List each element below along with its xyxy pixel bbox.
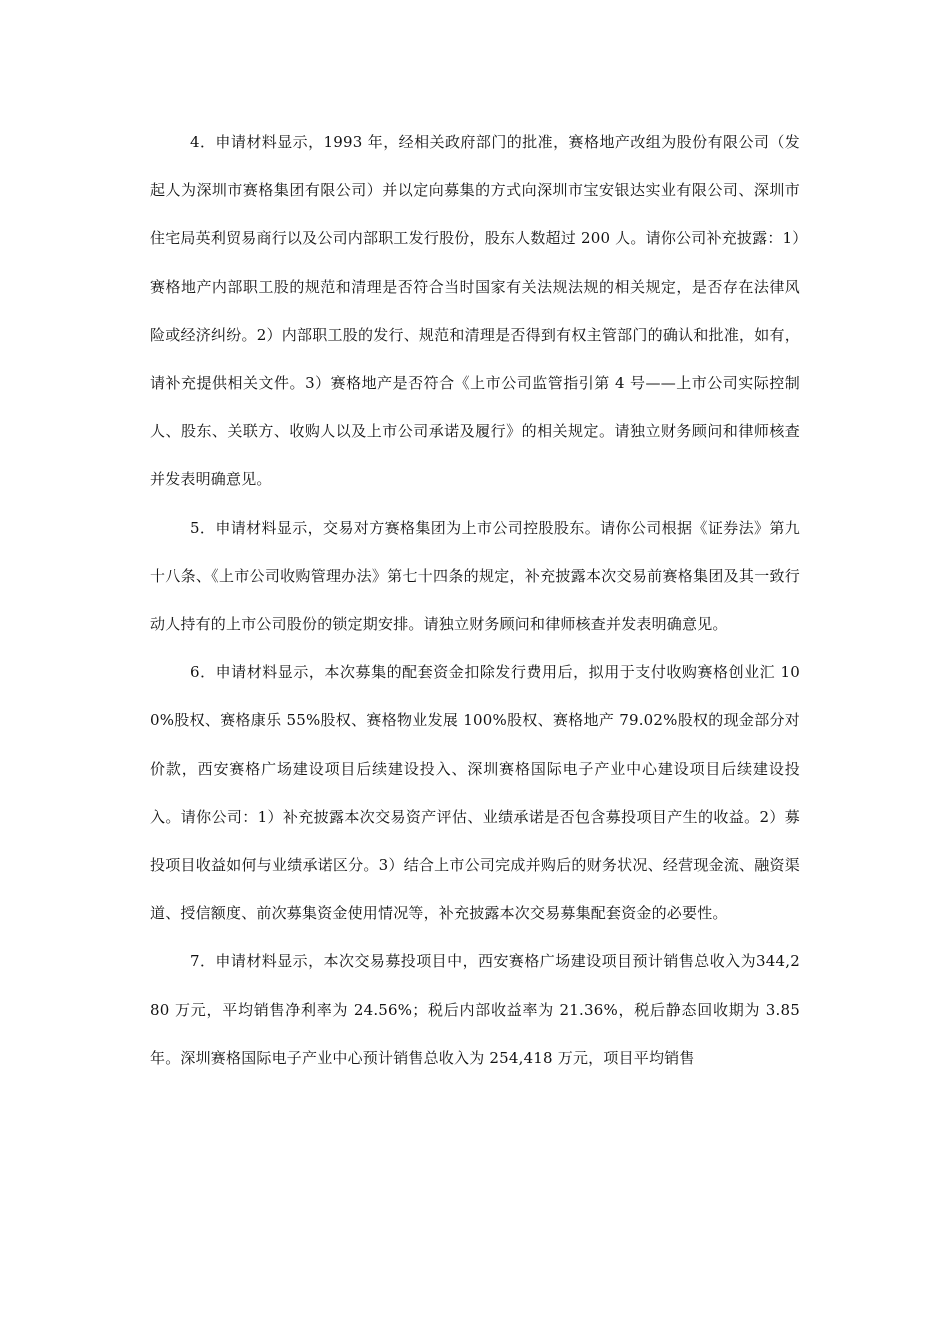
paragraph-item-5: 5．申请材料显示，交易对方赛格集团为上市公司控股股东。请你公司根据《证券法》第九十八条、《上市公司收购管理办法》第七十四条的规定，补充披露本次交易前赛格集团及其一致行动人持有的上市公司股份的锁定期安排。请独立财务顾问和律师核查并发表明确意见。 (150, 518, 800, 634)
paragraph-item-6: 6．申请材料显示，本次募集的配套资金扣除发行费用后，拟用于支付收购赛格创业汇 100%股权、赛格康乐 55%股权、赛格物业发展 100%股权、赛格地产 79.02%股权的现金部分对价款，西安赛格广场建设项目后续建设投入、深圳赛格国际电子产业中心建设项目后续建设投入。请你公司：1）补充披露本次交易资产评估、业绩承诺是否包含募投项目产生的收益。2）募投项目收益如何与业绩承诺区分。3）结合上市公司完成并购后的财务状况、经营现金流、融资渠道、授信额度、前次募集资金使用情况等，补充披露本次交易募集配套资金的必要性。 (150, 663, 800, 923)
document-body (150, 118, 800, 1082)
paragraph-item-7: 7．申请材料显示，本次交易募投项目中，西安赛格广场建设项目预计销售总收入为344,280 万元，平均销售净利率为 24.56%；税后内部收益率为 21.36%，税后静态回收期为 3.85 年。深圳赛格国际电子产业中心预计销售总收入为 254,418 万元，项目平均销售 (150, 952, 800, 1067)
paragraph-item-4: 4．申请材料显示，1993 年，经相关政府部门的批准，赛格地产改组为股份有限公司（发起人为深圳市赛格集团有限公司）并以定向募集的方式向深圳市宝安银达实业有限公司、深圳市住宅局英利贸易商行以及公司内部职工发行股份，股东人数超过 200 人。请你公司补充披露：1）赛格地产内部职工股的规范和清理是否符合当时国家有关法规法规的相关规定，是否存在法律风险或经济纠纷。2）内部职工股的发行、规范和清理是否得到有权主管部门的确认和批准，如有，请补充提供相关文件。3）赛格地产是否符合《上市公司监管指引第 4 号——上市公司实际控制人、股东、关联方、收购人以及上市公司承诺及履行》的相关规定。请独立财务顾问和律师核查并发表明确意见。 (150, 133, 800, 489)
